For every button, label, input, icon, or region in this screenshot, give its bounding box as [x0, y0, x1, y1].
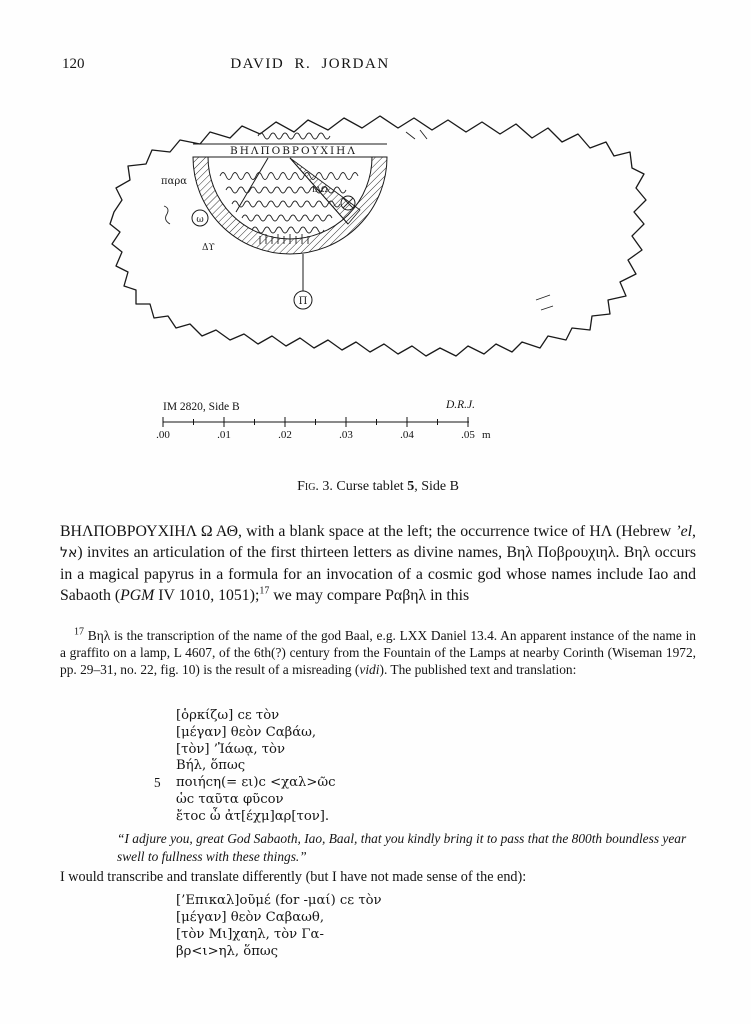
- body-el-transliteration: ’el: [675, 523, 693, 540]
- body-text: ,: [692, 523, 696, 540]
- stray-marks-right: [536, 295, 553, 310]
- omega-glyph: ω: [196, 215, 204, 225]
- scale-bar: [162, 416, 472, 430]
- greek-line: ἔτοc ὦ ἀτ[έχμ]αρ[τον].: [176, 808, 330, 824]
- page-number: 120: [62, 56, 85, 72]
- greek-line-text: ποιήcη(= ει)c <χαλ>ῶc: [176, 775, 336, 791]
- published-translation: “I adjure you, great God Sabaoth, Iao, Baal, that you kindly bring it to pass that the 800th boundless year swell to fullness with these things.”: [117, 831, 687, 864]
- scribble-row-5: [252, 227, 324, 233]
- caption-fig-label: Fig.: [297, 479, 319, 494]
- greek-line: Βήλ, ὅπως: [176, 758, 246, 774]
- vidi-italic: vidi: [359, 662, 380, 678]
- greek-line: [’Επικαλ]οῦμέ (for -μαί) cε τὸν: [176, 893, 382, 908]
- verse-number: 5: [154, 775, 161, 791]
- scribble-row-1: [220, 173, 358, 180]
- scale-tick-label: .04: [400, 429, 414, 441]
- footnote-text: Βηλ is the transcription of the name of the god Baal, e.g. LXX Daniel 13.4. An apparent instance of the name in a graffito on a lamp, L 4607, of the 6th(?) century from the Fountain of the Lamps at nearby Corinth (Wiseman 1972, pp. 29–31, no. 22, fig. 10) is the result of a misreading (: [60, 628, 696, 678]
- footnote-reference: 17: [259, 585, 270, 597]
- greek-line: [ὁρκίζω] cε τὸν: [176, 708, 280, 723]
- greek-line: ὡc ταῦτα φῦcον: [176, 791, 284, 807]
- body-text: ΒΗΛΠΟΒΡΟΥΧΙΗΛ Ω ΑΘ, with a blank space at the left; the occurrence twice of ΗΛ (Hebrew: [60, 523, 676, 540]
- scale-tick-label: .00: [156, 429, 170, 441]
- arc-inscription: ΒΗΛΠΟΒΡΟΥΧΙΗΛ: [230, 145, 357, 157]
- iao-inscription: ΙΑΩ: [312, 185, 328, 194]
- footnote-text: ). The published text and translation:: [379, 662, 577, 678]
- scribble-row-3: [232, 201, 340, 207]
- para-label: παρα: [161, 176, 187, 187]
- greek-line: [μέγαν] θεὸν Cαβαωθ,: [176, 910, 325, 925]
- artist-initials-label: D.R.J.: [445, 399, 475, 411]
- pgm-abbreviation: PGM: [120, 587, 155, 604]
- body-paragraph: [60, 521, 696, 606]
- scribble-row-above: [258, 133, 330, 139]
- figure-caption: [60, 479, 696, 495]
- published-greek-text: [154, 708, 336, 826]
- greek-line: βρ<ι>ηλ, ὅπως: [176, 944, 279, 959]
- scale-tick-label: .01: [217, 429, 231, 441]
- body-text: ) invites an articulation of the first thirteen letters as divine names, Βηλ Ποβρουχιηλ. Βηλ occurs in a magical papyrus in a formula for an invocation of a cosmic god whose names include Iao and Sabaoth (: [60, 544, 696, 604]
- hebrew-el: אל: [60, 545, 78, 561]
- greek-line: [τὸν Μι]χαηλ, τὸν Γα-: [176, 927, 324, 942]
- greek-line: [μέγαν] θεὸν Cαβάω,: [176, 724, 317, 740]
- tablet-outline-path: [110, 116, 646, 356]
- author-greek-transcription: [176, 892, 382, 960]
- stray-mark-left: [164, 206, 170, 224]
- scale-tick-label: .05: [461, 429, 475, 441]
- pi-glyph: Π: [298, 296, 308, 307]
- scale-unit-label: m: [482, 429, 491, 441]
- greek-line: [τὸν] ’Ἰάωᾳ, τὸν: [176, 741, 285, 757]
- body-text: IV 1010, 1051);: [154, 587, 260, 604]
- caption-tablet-number: 5: [407, 479, 415, 494]
- scale-tick-label: .02: [278, 429, 292, 441]
- delta-upsilon-glyph: Δϒ: [202, 243, 215, 253]
- caption-side: , Side B: [414, 479, 459, 494]
- object-id-label: IM 2820, Side B: [163, 401, 240, 413]
- scribble-row-4: [242, 215, 332, 221]
- divider-line-left: [236, 158, 268, 212]
- running-head: DAVID R. JORDAN: [230, 56, 390, 72]
- scale-tick-label: .03: [339, 429, 353, 441]
- body-text: we may compare Ραβηλ in this: [269, 587, 470, 604]
- footnote-marker: 17: [74, 626, 84, 638]
- greek-line-5: [154, 775, 336, 792]
- stray-marks-top: [406, 130, 427, 139]
- footnote-17: [60, 627, 696, 679]
- caption-text: 3. Curse tablet: [318, 479, 408, 494]
- transcription-intro: I would transcribe and translate differently (but I have not made sense of the end):: [60, 869, 527, 885]
- curse-tablet-drawing: [108, 92, 648, 364]
